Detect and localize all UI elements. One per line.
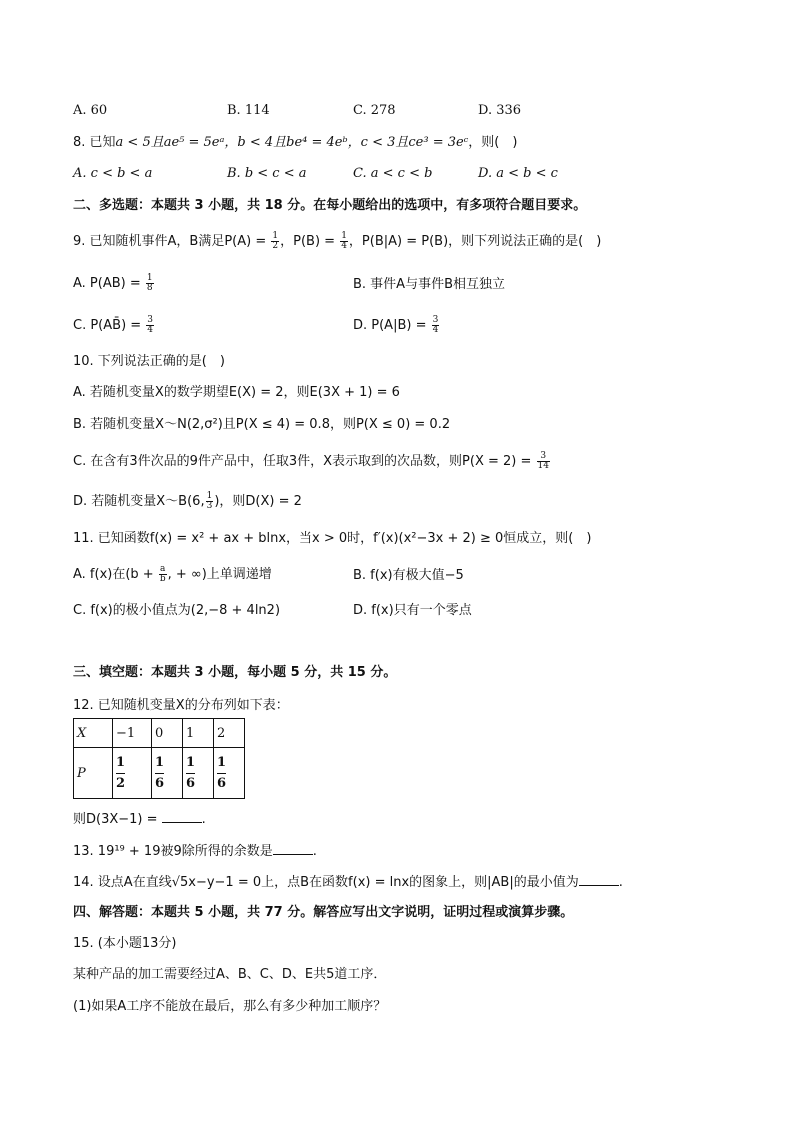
q14-stem: 14. 设点A在直线√5x−y−1 = 0上，点B在函数f(x) = lnx的图象上，则|AB|的最小值为 . xyxy=(73,875,623,890)
q10-option-b: B. 若随机变量X～N(2,σ²)且P(X ≤ 4) = 0.8，则P(X ≤ 0) = 0.2 xyxy=(73,417,451,432)
answer-blank xyxy=(273,842,313,855)
q7-option-b: B. 114 xyxy=(227,103,270,118)
answer-blank xyxy=(579,873,619,886)
q8-option-a: A. c < b < a xyxy=(73,166,153,181)
distribution-table xyxy=(73,718,245,799)
q9-option-a: A. P(AB) = $\frac{1}{8}$ xyxy=(73,273,153,293)
table-cell: P xyxy=(74,748,113,799)
q10-option-c: C. 在含有3件次品的9件产品中，任取3件，X表示取到的次品数，则P(X = 2) = $\frac{3}{14}$ xyxy=(73,451,549,471)
q8-option-d: D. a < b < c xyxy=(478,166,558,181)
table-cell: $\frac{1}{6}$ xyxy=(183,748,214,799)
q7-option-a: A. 60 xyxy=(73,103,108,118)
q15-line-2: (1)如果A工序不能放在最后，那么有多少种加工顺序？ xyxy=(73,999,387,1014)
table-cell: 2 xyxy=(214,719,245,748)
section-4-heading: 四、解答题：本题共 5 小题，共 77 分。解答应写出文字说明，证明过程或演算步骤。 xyxy=(73,905,574,920)
q15-line-1: 某种产品的加工需要经过A、B、C、D、E共5道工序． xyxy=(73,967,387,982)
section-3-heading: 三、填空题：本题共 3 小题，每小题 5 分，共 15 分。 xyxy=(73,665,397,680)
table-cell: $\frac{1}{2}$ xyxy=(113,748,152,799)
q11-option-c: C. f(x)的极小值点为(2,−8 + 4ln2) xyxy=(73,603,281,618)
table-cell: −1 xyxy=(113,719,152,748)
table-cell: X xyxy=(74,719,113,748)
q10-stem: 10. 下列说法正确的是( ) xyxy=(73,354,225,369)
table-cell: $\frac{1}{6}$ xyxy=(152,748,183,799)
q8-option-c: C. a < c < b xyxy=(353,166,433,181)
q9-option-c: C. P(AB̄) = $\frac{3}{4}$ xyxy=(73,315,154,335)
q13-stem: 13. 19¹⁹ + 19被9除所得的余数是 . xyxy=(73,844,317,859)
answer-blank xyxy=(162,810,202,823)
q8-stem: 8. 已知a < 5且ae⁵ = 5eᵃ，b < 4且be⁴ = 4eᵇ，c < 3且ce³ = 3eᶜ，则( ) xyxy=(73,135,518,150)
q9-option-d: D. P(A|B) = $\frac{3}{4}$ xyxy=(353,315,439,335)
q11-option-b: B. f(x)有极大值−5 xyxy=(353,568,464,583)
q15-title: 15. (本小题13分) xyxy=(73,936,177,951)
q7-option-d: D. 336 xyxy=(478,103,522,118)
table-cell: 1 xyxy=(183,719,214,748)
section-2-heading: 二、多选题：本题共 3 小题，共 18 分。在每小题给出的选项中，有多项符合题目要求。 xyxy=(73,198,587,213)
q12-stem: 12. 已知随机变量X的分布列如下表： xyxy=(73,698,289,713)
table-cell: 0 xyxy=(152,719,183,748)
q8-option-b: B. b < c < a xyxy=(227,166,307,181)
q11-option-d: D. f(x)只有一个零点 xyxy=(353,603,472,618)
table-cell: $\frac{1}{6}$ xyxy=(214,748,245,799)
q9-option-b: B. 事件A与事件B相互独立 xyxy=(353,277,505,292)
q12-answer-line: 则D(3X−1) = . xyxy=(73,812,206,827)
q10-option-d: D. 若随机变量X～B(6, $\frac{1}{3}$ )，则D(X) = 2 xyxy=(73,491,302,511)
q7-option-c: C. 278 xyxy=(353,103,396,118)
q11-option-a: A. f(x)在(b + $\frac{a}{b}$ , + ∞)上单调递增 xyxy=(73,564,272,584)
q9-stem: 9. 已知随机事件A，B满足P(A) = $\frac{1}{2}$ ，P(B) = $\frac{1}{4}$ ，P(B|A) = P(B)，则下列说法正确的是( ) xyxy=(73,231,602,251)
q11-stem: 11. 已知函数f(x) = x² + ax + blnx，当x > 0时，f′(x)(x²−3x + 2) ≥ 0恒成立，则( ) xyxy=(73,531,592,546)
q10-option-a: A. 若随机变量X的数学期望E(X) = 2，则E(3X + 1) = 6 xyxy=(73,385,400,400)
